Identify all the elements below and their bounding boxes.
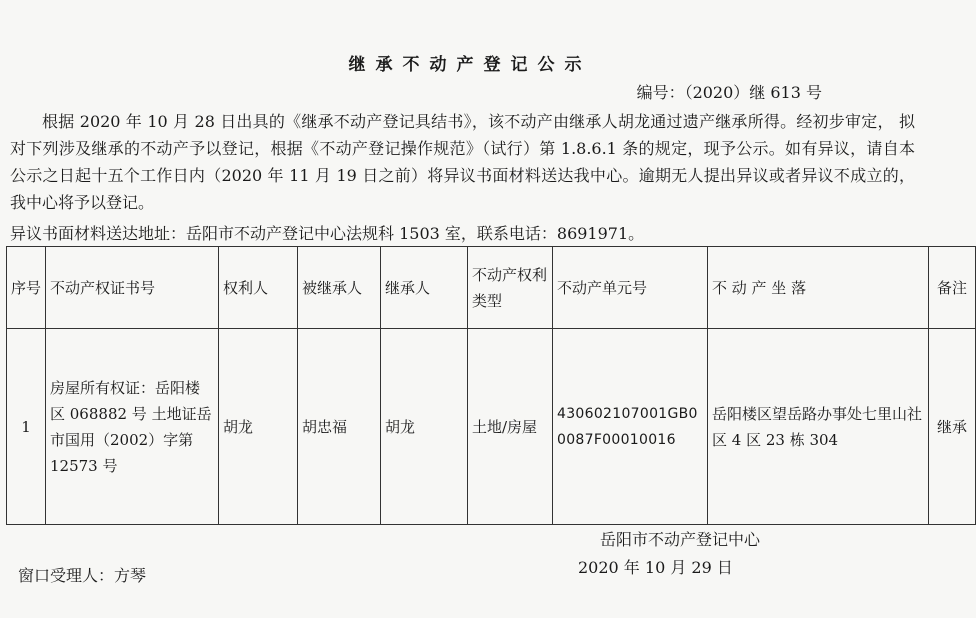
- header-deceased: 被继承人: [298, 247, 381, 329]
- cell-unit-number: 430602107001GB00087F00010016: [553, 329, 708, 525]
- header-heir: 继承人: [381, 247, 468, 329]
- cell-owner: 胡龙: [219, 329, 298, 525]
- body-paragraph: 根据 2020 年 10 月 28 日出具的《继承不动产登记具结书》，该不动产由继承人胡龙通过遗产继承所得。经初步审定， 拟对下列涉及继承的不动产予以登记，根据《不动产登记操作规范》（试行）第 1.8.6.1 条的规定，现予公示。如有异议，请自本公示之日起十五个工作日内（2020 年 11 月 19 日之前）将异议书面材料送达我中心。逾期无人提出异议或者异议不成立的，我中心将予以登记。: [10, 112, 915, 212]
- table-header-row: [7, 247, 976, 329]
- registration-table: [6, 246, 976, 525]
- notice-body: [10, 108, 915, 216]
- issue-date: 2020 年 10 月 29 日: [578, 558, 733, 577]
- objection-address: 异议书面材料送达地址：岳阳市不动产登记中心法规科 1503 室，联系电话：8691971。: [10, 224, 645, 243]
- notice-number: 编号：（2020）继 613 号: [636, 83, 822, 102]
- header-right-type: 不动产权利类型: [468, 247, 553, 329]
- cell-heir: 胡龙: [381, 329, 468, 525]
- table-row: [7, 329, 976, 525]
- page-title: 继承不动产登记公示: [348, 55, 592, 75]
- cell-deceased: 胡忠福: [298, 329, 381, 525]
- header-index: 序号: [7, 247, 46, 329]
- header-note: 备注: [929, 247, 976, 329]
- window-clerk: 窗口受理人：方琴: [18, 566, 147, 585]
- header-certificate: 不动产权证书号: [46, 247, 219, 329]
- cell-right-type: 土地/房屋: [468, 329, 553, 525]
- header-unit-number: 不动产单元号: [553, 247, 708, 329]
- issuing-office: 岳阳市不动产登记中心: [600, 530, 761, 549]
- header-owner: 权利人: [219, 247, 298, 329]
- cell-location: 岳阳楼区望岳路办事处七里山社区 4 区 23 栋 304: [708, 329, 929, 525]
- cell-certificate: 房屋所有权证：岳阳楼区 068882 号 土地证岳市国用（2002）字第 12573 号: [46, 329, 219, 525]
- header-location: 不 动 产 坐 落: [708, 247, 929, 329]
- cell-index: 1: [7, 329, 46, 525]
- cell-note: 继承: [929, 329, 976, 525]
